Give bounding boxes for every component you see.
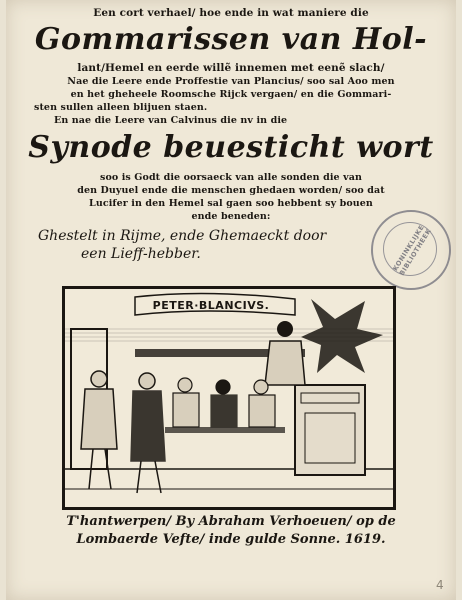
title-line-13: Ghestelt in Rijme, ende Ghemaeckt door: [38, 228, 327, 244]
preacher-body: [265, 341, 305, 385]
title-page: [6, 0, 456, 600]
stamp-label: KONINKLIJKE BIBLIOTHEEK: [391, 223, 434, 278]
imprint-line-1: T'hantwerpen/ By Abraham Verhoeuen/ op de: [66, 514, 396, 529]
title-line-3: lant/Hemel en eerde willẽ innemen met eenẽ slach/: [77, 62, 385, 74]
title-line-12: ende beneden:: [191, 211, 271, 222]
bench: [165, 427, 285, 433]
title-line-14: een Lieff-hebber.: [81, 246, 201, 262]
title-line-11: Lucifer in den Hemel sal gaen soo hebbent sy bouen: [89, 198, 373, 209]
title-heading-1: Gommarissen van Hol-: [34, 22, 428, 57]
title-line-10: den Duyuel ende die menschen ghedaen worden/ soo dat: [77, 185, 385, 196]
title-line-7: En nae die Leere van Calvinus die nv in die: [54, 115, 288, 126]
library-stamp: [371, 210, 451, 290]
standing-figures: [81, 371, 165, 493]
title-line-4: Nae die Leere ende Proffestie van Plancius/ soo sal Aoo men: [67, 76, 395, 87]
seated-figures: [173, 378, 275, 427]
title-line-1: Een cort verhael/ hoe ende in wat maniere die: [93, 7, 369, 19]
devil-figure: [301, 299, 383, 373]
preacher-head: [277, 321, 293, 337]
title-line-5: en het gheheele Roomsche Rijck vergaen/ en die Gommari-: [70, 89, 392, 100]
woodcut-drawing: [65, 289, 393, 507]
title-line-9: soo is Godt die oorsaeck van alle sonden die van: [100, 172, 362, 183]
pencil-folio-mark: 4: [436, 578, 444, 592]
woodcut-illustration: [62, 286, 396, 510]
title-line-6: sten sullen alleen blijuen staen.: [34, 102, 208, 113]
title-heading-2: Synode beuesticht wort: [28, 130, 434, 165]
imprint-line-2: Lombaerde Vefte/ inde gulde Sonne. 1619.: [76, 532, 386, 547]
banner-label: PETER·BLANCIVS.: [152, 299, 270, 312]
